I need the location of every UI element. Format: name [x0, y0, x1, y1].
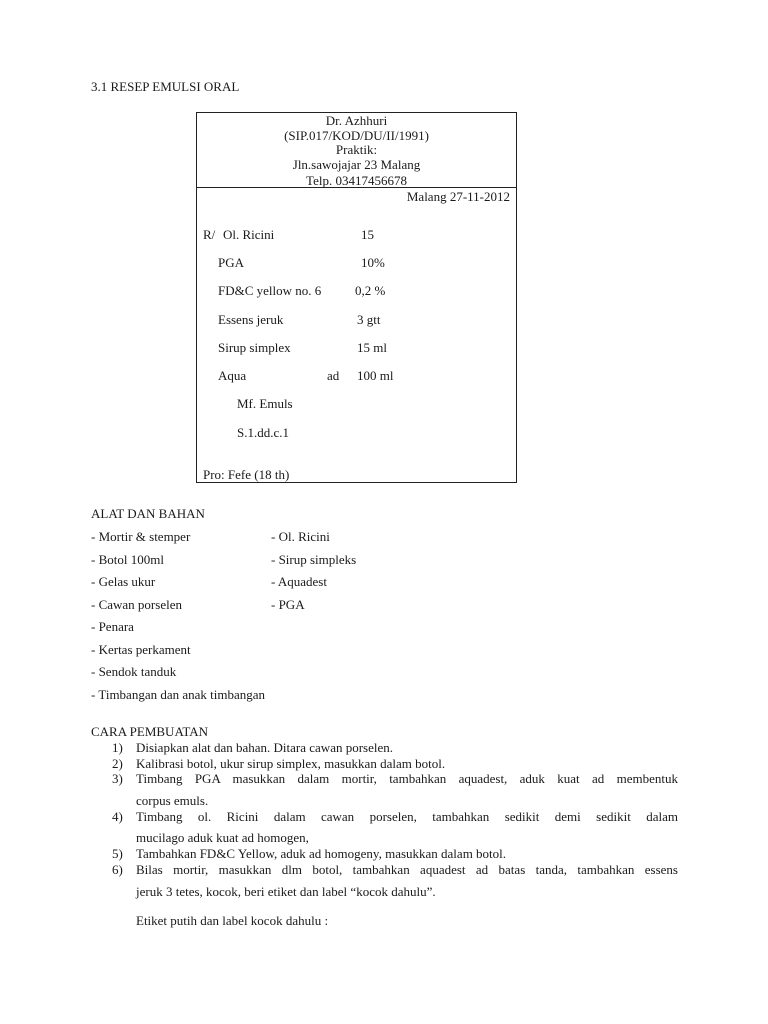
step-text-continued: mucilago aduk kuat ad homogen, [136, 830, 309, 845]
step-number: 6) [112, 862, 123, 877]
step-text: Tambahkan FD&C Yellow, aduk ad homogeny, masukkan dalam botol. [136, 846, 507, 861]
tool-item: - Cawan porselen [91, 597, 182, 612]
tool-item: - Penara [91, 619, 134, 634]
step-text: Disiapkan alat dan bahan. Ditara cawan porselen. [136, 740, 394, 755]
material-item: - PGA [271, 597, 305, 612]
step-number: 4) [112, 809, 123, 824]
ingredient-name: PGA [218, 255, 245, 270]
section-title: 3.1 RESEP EMULSI ORAL [91, 79, 240, 94]
recipe-symbol: R/ [203, 227, 216, 242]
label-note: Etiket putih dan label kocok dahulu : [136, 913, 329, 928]
step-number: 5) [112, 846, 123, 861]
tool-item: - Timbangan dan anak timbangan [91, 687, 266, 702]
instruction-mf: Mf. Emuls [237, 396, 293, 411]
procedure-title: CARA PEMBUATAN [91, 724, 209, 739]
ingredient-qty: 10% [361, 255, 385, 270]
instruction-signa: S.1.dd.c.1 [237, 425, 289, 440]
prescription-box [196, 112, 517, 483]
step-text: Bilas mortir, masukkan dlm botol, tambahkan aquadest ad batas tanda, tambahkan essens [136, 862, 678, 877]
tool-item: - Sendok tanduk [91, 664, 177, 679]
step-text: Timbang ol. Ricini dalam cawan porselen, tambahkan sedikit demi sedikit dalam [136, 809, 678, 824]
ingredient-name: FD&C yellow no. 6 [218, 283, 322, 298]
header-divider [197, 187, 516, 188]
material-item: - Aquadest [271, 574, 327, 589]
tool-item: - Mortir & stemper [91, 529, 191, 544]
doctor-license: (SIP.017/KOD/DU/II/1991) [284, 128, 429, 143]
ingredient-qty: 3 gtt [357, 312, 381, 327]
prescription-date: Malang 27-11-2012 [406, 189, 510, 204]
step-text: Kalibrasi botol, ukur sirup simplex, masukkan dalam botol. [136, 756, 446, 771]
ingredient-qty: 100 ml [357, 368, 394, 383]
step-text-continued: corpus emuls. [136, 793, 209, 808]
step-number: 3) [112, 771, 123, 786]
practice-address: Jln.sawojajar 23 Malang [292, 157, 421, 172]
patient-info: Pro: Fefe (18 th) [203, 467, 290, 482]
ingredient-qty: 0,2 % [355, 283, 386, 298]
ingredient-qty: 15 ml [357, 340, 387, 355]
ingredient-name: Ol. Ricini [223, 227, 275, 242]
doctor-name: Dr. Azhhuri [325, 113, 388, 128]
material-item: - Sirup simpleks [271, 552, 357, 567]
tool-item: - Gelas ukur [91, 574, 156, 589]
tools-materials-title: ALAT DAN BAHAN [91, 506, 205, 521]
step-text: Timbang PGA masukkan dalam mortir, tambahkan aquadest, aduk kuat ad membentuk [136, 771, 678, 786]
step-text-continued: jeruk 3 tetes, kocok, beri etiket dan label “kocok dahulu”. [136, 884, 436, 899]
ingredient-ad: ad [327, 368, 340, 383]
ingredient-qty: 15 [361, 227, 374, 242]
ingredient-name: Essens jeruk [218, 312, 284, 327]
ingredient-name: Aqua [218, 368, 247, 383]
step-number: 2) [112, 756, 123, 771]
material-item: - Ol. Ricini [271, 529, 330, 544]
step-number: 1) [112, 740, 123, 755]
tool-item: - Kertas perkament [91, 642, 191, 657]
ingredient-name: Sirup simplex [218, 340, 291, 355]
practice-phone: Telp. 03417456678 [306, 173, 407, 188]
tool-item: - Botol 100ml [91, 552, 164, 567]
practice-label: Praktik: [335, 142, 378, 157]
